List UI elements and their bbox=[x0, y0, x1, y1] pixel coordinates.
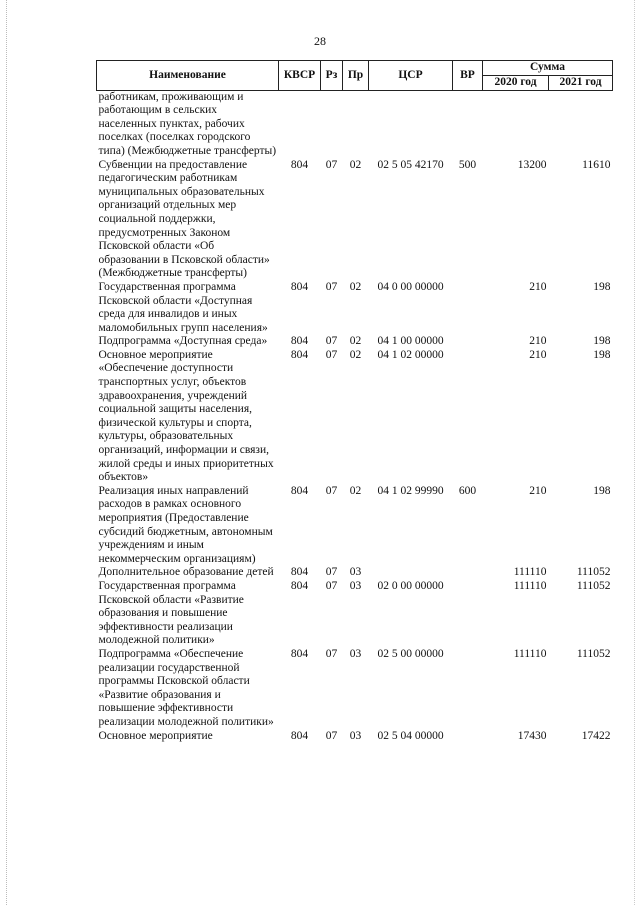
row-vr bbox=[453, 349, 483, 485]
row-csr: 04 1 02 99990 bbox=[377, 484, 444, 497]
row-kvsr: 804 bbox=[290, 280, 309, 293]
row-name: Субвенции на предоставление педагогическим работникам муниципальных образовательных организаций отдельных мер социальной поддержки, предусмотренных Законом Псковской области «Об образовании в Псковской области» (Межбюджетные трансферты) bbox=[98, 158, 270, 280]
row-name: Реализация иных направлений расходов в рамках основного мероприятия (Предоставление субсидий бюджетным, автономным учреждениям и иным некоммерческим организациям) bbox=[98, 484, 273, 565]
scan-right-edge bbox=[634, 0, 636, 905]
row-rz: 07 bbox=[325, 566, 338, 579]
row-pr bbox=[343, 90, 369, 158]
row-2021: 17422 bbox=[581, 729, 611, 742]
row-vr bbox=[453, 648, 483, 730]
header-year-2020: 2020 год bbox=[483, 76, 549, 91]
page-number: 28 bbox=[314, 34, 326, 48]
row-rz: 07 bbox=[325, 729, 338, 742]
row-2020: 17430 bbox=[517, 729, 547, 742]
table-row bbox=[97, 485, 613, 567]
row-rz: 07 bbox=[325, 158, 338, 171]
row-rz: 07 bbox=[325, 484, 338, 497]
row-name: Подпрограмма «Доступная среда» bbox=[98, 335, 268, 348]
row-2021: 198 bbox=[593, 335, 611, 348]
row-pr: 03 bbox=[349, 579, 362, 592]
table-row bbox=[97, 349, 613, 485]
row-kvsr: 804 bbox=[290, 484, 309, 497]
row-name: работникам, проживающим и работающим в сельских населенных пунктах, рабочих поселках (поселках городского типа) (Межбюджетные трансферты) bbox=[98, 90, 277, 157]
row-2021: 198 bbox=[593, 280, 611, 293]
row-2021: 198 bbox=[593, 348, 611, 361]
header-sum: Сумма bbox=[483, 61, 613, 76]
row-name: Дополнительное образование детей bbox=[98, 566, 274, 579]
row-kvsr bbox=[279, 90, 321, 158]
row-2020: 210 bbox=[529, 348, 547, 361]
row-2020: 210 bbox=[529, 280, 547, 293]
header-name: Наименование bbox=[97, 61, 279, 91]
row-pr: 02 bbox=[349, 348, 362, 361]
row-2021: 111052 bbox=[576, 579, 611, 592]
header-year-2021: 2021 год bbox=[549, 76, 613, 91]
table-row bbox=[97, 730, 613, 744]
row-2020: 13200 bbox=[517, 158, 547, 171]
row-kvsr: 804 bbox=[290, 335, 309, 348]
header-kvsr: КВСР bbox=[279, 61, 321, 91]
row-csr: 02 5 05 42170 bbox=[377, 158, 444, 171]
budget-table bbox=[96, 60, 613, 743]
table-row bbox=[97, 90, 613, 158]
row-csr bbox=[369, 90, 453, 158]
row-2020: 210 bbox=[529, 335, 547, 348]
table-row bbox=[97, 335, 613, 349]
row-csr: 04 1 02 00000 bbox=[377, 348, 444, 361]
row-rz: 07 bbox=[325, 647, 338, 660]
row-rz bbox=[321, 90, 343, 158]
row-2020: 210 bbox=[529, 484, 547, 497]
row-rz: 07 bbox=[325, 348, 338, 361]
row-name: Основное мероприятие «Обеспечение доступности транспортных услуг, объектов здравоохранения, учреждений социальной защиты населения, физической культуры и спорта, культуры, образовательных организаций, информации и связи, жилой среды и иных приоритетных объектов» bbox=[98, 348, 274, 484]
row-vr bbox=[453, 566, 483, 580]
row-2020: 111110 bbox=[513, 579, 547, 592]
row-2020: 111110 bbox=[513, 647, 547, 660]
row-rz: 07 bbox=[325, 335, 338, 348]
row-name: Государственная программа Псковской области «Доступная среда для инвалидов и иных маломобильных групп населения» bbox=[98, 280, 268, 334]
row-csr: 02 0 00 00000 bbox=[377, 579, 444, 592]
row-pr: 03 bbox=[349, 729, 362, 742]
row-csr: 04 0 00 00000 bbox=[377, 280, 444, 293]
row-vr bbox=[453, 90, 483, 158]
table-row bbox=[97, 159, 613, 281]
row-vr: 600 bbox=[458, 484, 477, 497]
table-row bbox=[97, 648, 613, 730]
header-pr: Пр bbox=[343, 61, 369, 91]
row-pr: 03 bbox=[349, 647, 362, 660]
row-pr: 02 bbox=[349, 280, 362, 293]
row-2021: 11610 bbox=[582, 158, 611, 171]
table-row bbox=[97, 580, 613, 648]
row-pr: 02 bbox=[349, 158, 362, 171]
row-csr: 02 5 00 00000 bbox=[377, 647, 444, 660]
header-vr: ВР bbox=[453, 61, 483, 91]
table-row bbox=[97, 281, 613, 335]
row-vr bbox=[453, 580, 483, 648]
row-kvsr: 804 bbox=[290, 729, 309, 742]
row-rz: 07 bbox=[325, 280, 338, 293]
row-vr bbox=[453, 281, 483, 335]
row-2021 bbox=[549, 90, 613, 158]
row-kvsr: 804 bbox=[290, 158, 309, 171]
row-pr: 03 bbox=[349, 566, 362, 579]
table-row bbox=[97, 566, 613, 580]
header-csr: ЦСР bbox=[369, 61, 453, 91]
row-2021: 111052 bbox=[576, 647, 611, 660]
row-vr: 500 bbox=[458, 158, 477, 171]
row-csr bbox=[369, 566, 453, 580]
row-kvsr: 804 bbox=[290, 348, 309, 361]
row-2020: 111110 bbox=[513, 566, 547, 579]
row-pr: 02 bbox=[349, 484, 362, 497]
row-name: Подпрограмма «Обеспечение реализации государственной программы Псковской области «Развитие образования и повышение эффективности реализации молодежной политики» bbox=[98, 647, 274, 728]
row-kvsr: 804 bbox=[290, 566, 309, 579]
row-2021: 111052 bbox=[576, 566, 611, 579]
row-kvsr: 804 bbox=[290, 647, 309, 660]
row-rz: 07 bbox=[325, 579, 338, 592]
row-name: Основное мероприятие bbox=[98, 729, 213, 742]
row-name: Государственная программа Псковской области «Развитие образования и повышение эффективности реализации молодежной политики» bbox=[98, 579, 244, 647]
row-csr: 04 1 00 00000 bbox=[377, 335, 444, 348]
scan-left-edge bbox=[6, 0, 8, 905]
header-rz: Рз bbox=[321, 61, 343, 91]
row-vr bbox=[453, 730, 483, 744]
row-csr: 02 5 04 00000 bbox=[377, 729, 444, 742]
row-2020 bbox=[483, 90, 549, 158]
row-2021: 198 bbox=[593, 484, 611, 497]
row-vr bbox=[453, 335, 483, 349]
row-kvsr: 804 bbox=[290, 579, 309, 592]
row-pr: 02 bbox=[349, 335, 362, 348]
